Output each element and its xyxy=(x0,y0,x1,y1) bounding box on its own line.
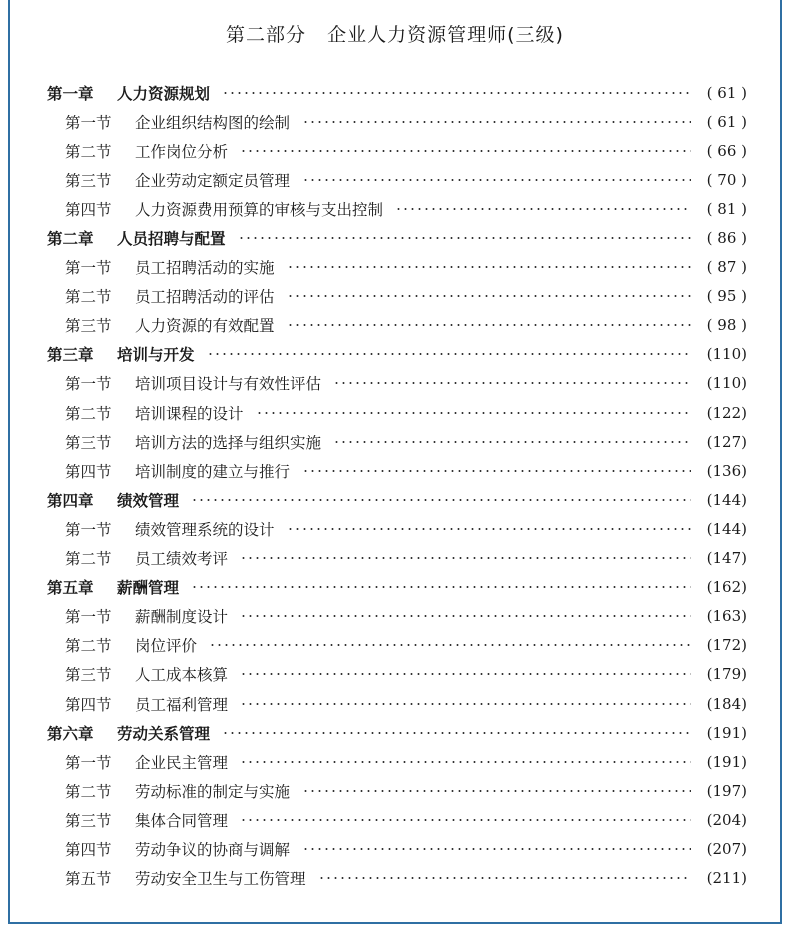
section-number: 第三节 xyxy=(65,171,112,190)
section-title: 员工福利管理 xyxy=(135,695,229,714)
toc-section-row xyxy=(47,602,747,631)
leader-dots xyxy=(256,405,691,421)
toc-section-row xyxy=(47,805,747,834)
section-title: 集体合同管理 xyxy=(135,811,229,830)
leader-dots xyxy=(287,288,691,304)
section-page-number: (172) xyxy=(706,636,747,655)
section-number: 第一节 xyxy=(65,113,112,132)
section-title: 劳动争议的协商与调解 xyxy=(135,840,291,859)
section-page-number: (136) xyxy=(706,461,747,480)
section-number: 第四节 xyxy=(65,462,112,481)
toc-section-row xyxy=(47,253,747,282)
section-page-number: ( 81 ) xyxy=(706,199,747,218)
section-title: 员工招聘活动的评估 xyxy=(135,288,275,307)
chapter-title: 劳动关系管理 xyxy=(117,724,211,743)
section-number: 第二节 xyxy=(65,637,112,656)
toc-chapter-row xyxy=(47,340,747,369)
section-page-number: (147) xyxy=(706,549,747,568)
leader-dots xyxy=(287,317,691,333)
toc-section-row xyxy=(47,456,747,485)
chapter-number: 第六章 xyxy=(47,724,94,743)
toc-section-row xyxy=(47,689,747,718)
section-title: 劳动安全卫生与工伤管理 xyxy=(135,870,306,889)
toc-section-row xyxy=(47,427,747,456)
section-page-number: (184) xyxy=(706,694,747,713)
toc-section-row xyxy=(47,834,747,863)
toc-section-row xyxy=(47,514,747,543)
section-number: 第二节 xyxy=(65,142,112,161)
section-page-number: (211) xyxy=(706,869,747,888)
section-number: 第二节 xyxy=(65,550,112,569)
section-title: 人力资源费用预算的审核与支出控制 xyxy=(135,200,384,219)
section-number: 第一节 xyxy=(65,259,112,278)
toc-section-row xyxy=(47,776,747,805)
section-page-number: (207) xyxy=(706,839,747,858)
section-number: 第一节 xyxy=(65,608,112,627)
section-number: 第二节 xyxy=(65,782,112,801)
section-title: 人力资源的有效配置 xyxy=(135,317,275,336)
chapter-title: 薪酬管理 xyxy=(117,579,180,598)
toc-chapter-row xyxy=(47,573,747,602)
section-number: 第一节 xyxy=(65,753,112,772)
leader-dots xyxy=(333,375,691,391)
toc-section-row xyxy=(47,282,747,311)
leader-dots xyxy=(191,579,691,595)
chapter-number: 第三章 xyxy=(47,346,94,365)
section-page-number: (127) xyxy=(706,432,747,451)
leader-dots xyxy=(191,492,691,508)
leader-dots xyxy=(318,870,691,886)
toc-section-row xyxy=(47,660,747,689)
section-title: 员工绩效考评 xyxy=(135,550,229,569)
toc-section-row xyxy=(47,398,747,427)
leader-dots xyxy=(240,666,691,682)
leader-dots xyxy=(302,463,691,479)
section-page-number: (122) xyxy=(706,403,747,422)
leader-dots xyxy=(222,85,691,101)
toc-section-row xyxy=(47,631,747,660)
section-page-number: (204) xyxy=(706,810,747,829)
section-title: 薪酬制度设计 xyxy=(135,608,229,627)
leader-dots xyxy=(240,550,691,566)
section-title: 劳动标准的制定与实施 xyxy=(135,782,291,801)
chapter-title: 人力资源规划 xyxy=(117,84,211,103)
leader-dots xyxy=(240,143,691,159)
section-number: 第三节 xyxy=(65,811,112,830)
section-number: 第四节 xyxy=(65,840,112,859)
chapter-page-number: ( 61 ) xyxy=(706,83,747,102)
section-title: 培训方法的选择与组织实施 xyxy=(135,433,322,452)
toc-chapter-row xyxy=(47,485,747,514)
toc-section-row xyxy=(47,747,747,776)
section-page-number: (179) xyxy=(706,665,747,684)
section-page-number: ( 70 ) xyxy=(706,170,747,189)
leader-dots xyxy=(333,434,691,450)
toc-section-row xyxy=(47,311,747,340)
section-number: 第二节 xyxy=(65,404,112,423)
section-number: 第三节 xyxy=(65,317,112,336)
leader-dots xyxy=(287,259,691,275)
section-title: 培训项目设计与有效性评估 xyxy=(135,375,322,394)
section-number: 第三节 xyxy=(65,666,112,685)
section-title: 绩效管理系统的设计 xyxy=(135,520,275,539)
section-number: 第四节 xyxy=(65,695,112,714)
chapter-page-number: (162) xyxy=(706,578,747,597)
toc-chapter-row xyxy=(47,718,747,747)
leader-dots xyxy=(240,608,691,624)
section-number: 第一节 xyxy=(65,520,112,539)
leader-dots xyxy=(240,696,691,712)
section-title: 培训制度的建立与推行 xyxy=(135,462,291,481)
chapter-page-number: (110) xyxy=(706,345,747,364)
chapter-title: 绩效管理 xyxy=(117,491,180,510)
section-number: 第一节 xyxy=(65,375,112,394)
table-of-contents xyxy=(47,78,747,893)
chapter-page-number: ( 86 ) xyxy=(706,229,747,248)
chapter-title: 人员招聘与配置 xyxy=(117,230,226,249)
chapter-number: 第二章 xyxy=(47,230,94,249)
section-title: 工作岗位分析 xyxy=(135,142,229,161)
chapter-number: 第四章 xyxy=(47,491,94,510)
section-number: 第五节 xyxy=(65,870,112,889)
leader-dots xyxy=(302,783,691,799)
section-page-number: (191) xyxy=(706,752,747,771)
part-title: 第二部分 企业人力资源管理师(三级) xyxy=(226,24,564,46)
section-page-number: ( 61 ) xyxy=(706,112,747,131)
section-page-number: (197) xyxy=(706,781,747,800)
toc-section-row xyxy=(47,864,747,893)
toc-chapter-row xyxy=(47,78,747,107)
section-page-number: ( 87 ) xyxy=(706,258,747,277)
section-page-number: (144) xyxy=(706,519,747,538)
section-page-number: ( 95 ) xyxy=(706,287,747,306)
leader-dots xyxy=(238,230,691,246)
leader-dots xyxy=(302,172,691,188)
toc-section-row xyxy=(47,194,747,223)
toc-section-row xyxy=(47,544,747,573)
section-page-number: (163) xyxy=(706,607,747,626)
toc-section-row xyxy=(47,165,747,194)
section-page-number: ( 98 ) xyxy=(706,316,747,335)
section-number: 第四节 xyxy=(65,200,112,219)
section-title: 岗位评价 xyxy=(135,637,198,656)
leader-dots xyxy=(209,637,691,653)
leader-dots xyxy=(287,521,691,537)
section-title: 人工成本核算 xyxy=(135,666,229,685)
leader-dots xyxy=(207,346,691,362)
section-number: 第二节 xyxy=(65,288,112,307)
chapter-title: 培训与开发 xyxy=(117,346,195,365)
section-title: 企业劳动定额定员管理 xyxy=(135,171,291,190)
section-number: 第三节 xyxy=(65,433,112,452)
section-page-number: (110) xyxy=(706,374,747,393)
section-title: 企业组织结构图的绘制 xyxy=(135,113,291,132)
leader-dots xyxy=(222,725,691,741)
toc-section-row xyxy=(47,107,747,136)
leader-dots xyxy=(395,201,691,217)
leader-dots xyxy=(302,114,691,130)
leader-dots xyxy=(240,812,691,828)
chapter-page-number: (144) xyxy=(706,490,747,509)
toc-chapter-row xyxy=(47,223,747,252)
toc-section-row xyxy=(47,369,747,398)
section-title: 企业民主管理 xyxy=(135,753,229,772)
chapter-page-number: (191) xyxy=(706,723,747,742)
toc-section-row xyxy=(47,136,747,165)
chapter-number: 第五章 xyxy=(47,579,94,598)
leader-dots xyxy=(302,841,691,857)
section-title: 培训课程的设计 xyxy=(135,404,244,423)
chapter-number: 第一章 xyxy=(47,84,94,103)
section-page-number: ( 66 ) xyxy=(706,141,747,160)
section-title: 员工招聘活动的实施 xyxy=(135,259,275,278)
leader-dots xyxy=(240,754,691,770)
